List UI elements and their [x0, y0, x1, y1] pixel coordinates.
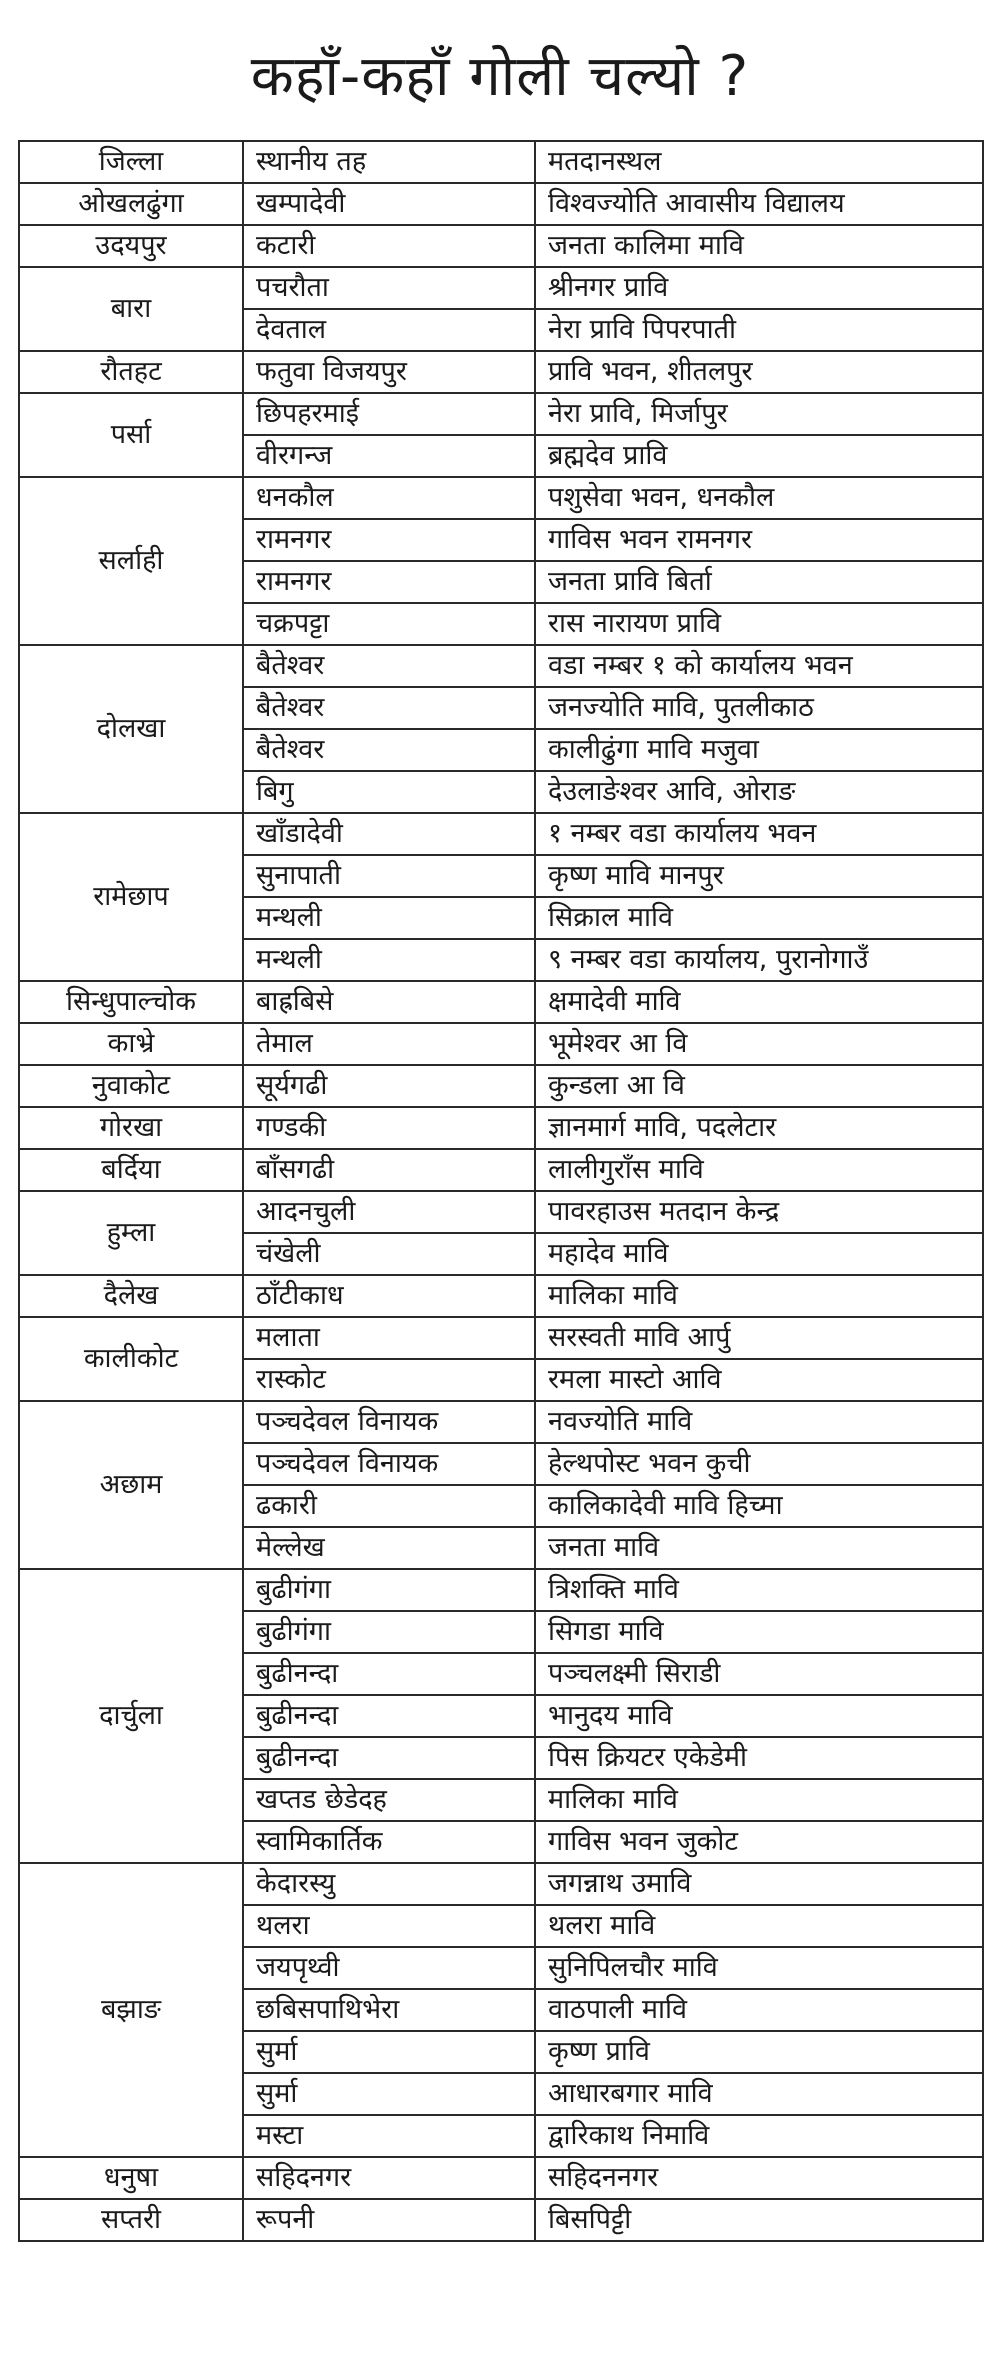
polling-station-cell: बिसपिट्टी — [535, 2199, 983, 2241]
local-level-cell: तेमाल — [243, 1023, 535, 1065]
district-cell: काभ्रे — [19, 1023, 243, 1065]
polling-station-cell: गाविस भवन जुकोट — [535, 1821, 983, 1863]
local-level-cell: जयपृथ्वी — [243, 1947, 535, 1989]
district-cell: अछाम — [19, 1401, 243, 1569]
local-level-cell: रामनगर — [243, 561, 535, 603]
local-level-cell: थलरा — [243, 1905, 535, 1947]
polling-station-cell: ९ नम्बर वडा कार्यालय, पुरानोगाउँ — [535, 939, 983, 981]
district-cell: बर्दिया — [19, 1149, 243, 1191]
polling-station-cell: कुन्डला आ वि — [535, 1065, 983, 1107]
local-level-cell: मेल्लेख — [243, 1527, 535, 1569]
polling-station-cell: त्रिशक्ति मावि — [535, 1569, 983, 1611]
table-row — [19, 183, 983, 225]
district-cell: नुवाकोट — [19, 1065, 243, 1107]
local-level-cell: बाँसगढी — [243, 1149, 535, 1191]
polling-station-cell: रास नारायण प्रावि — [535, 603, 983, 645]
table-row — [19, 1863, 983, 1905]
local-level-cell: बुढीगंगा — [243, 1569, 535, 1611]
polling-station-cell: थलरा मावि — [535, 1905, 983, 1947]
table-row — [19, 225, 983, 267]
table-row — [19, 1317, 983, 1359]
local-level-cell: पञ्चदेवल विनायक — [243, 1443, 535, 1485]
polling-station-cell: हेल्थपोस्ट भवन कुची — [535, 1443, 983, 1485]
local-level-cell: रास्कोट — [243, 1359, 535, 1401]
table-body — [19, 183, 983, 2241]
local-level-cell: सुर्मा — [243, 2073, 535, 2115]
local-level-cell: बुढीनन्दा — [243, 1695, 535, 1737]
local-level-cell: सूर्यगढी — [243, 1065, 535, 1107]
local-level-cell: मलाता — [243, 1317, 535, 1359]
polling-station-cell: ब्रह्मदेव प्रावि — [535, 435, 983, 477]
polling-station-cell: श्रीनगर प्रावि — [535, 267, 983, 309]
local-level-cell: रूपनी — [243, 2199, 535, 2241]
table-row — [19, 2157, 983, 2199]
local-level-cell: रामनगर — [243, 519, 535, 561]
local-level-cell: वीरगन्ज — [243, 435, 535, 477]
header-district: जिल्ला — [19, 141, 243, 183]
district-cell: रामेछाप — [19, 813, 243, 981]
district-cell: सर्लाही — [19, 477, 243, 645]
local-level-cell: ठाँटीकाध — [243, 1275, 535, 1317]
polling-station-cell: जनता मावि — [535, 1527, 983, 1569]
table-row — [19, 645, 983, 687]
polling-station-cell: भानुदय मावि — [535, 1695, 983, 1737]
district-cell: हुम्ला — [19, 1191, 243, 1275]
table-row — [19, 393, 983, 435]
district-cell: सप्तरी — [19, 2199, 243, 2241]
table-header-row — [19, 141, 983, 183]
local-level-cell: बैतेश्वर — [243, 687, 535, 729]
polling-station-cell: नेरा प्रावि, मिर्जापुर — [535, 393, 983, 435]
local-level-cell: बाह्रबिसे — [243, 981, 535, 1023]
page-title: कहाँ-कहाँ गोली चल्यो ? — [250, 44, 750, 109]
district-cell: रौतहट — [19, 351, 243, 393]
polling-station-cell: सरस्वती मावि आर्पु — [535, 1317, 983, 1359]
polling-station-cell: भूमेश्वर आ वि — [535, 1023, 983, 1065]
local-level-cell: बुढीनन्दा — [243, 1653, 535, 1695]
local-level-cell: मन्थली — [243, 897, 535, 939]
table-row — [19, 1401, 983, 1443]
table-row — [19, 267, 983, 309]
polling-station-cell: सिक्राल मावि — [535, 897, 983, 939]
local-level-cell: बैतेश्वर — [243, 729, 535, 771]
local-level-cell: बिगु — [243, 771, 535, 813]
table-row — [19, 2199, 983, 2241]
polling-station-cell: जनता कालिमा मावि — [535, 225, 983, 267]
polling-station-cell: पञ्चलक्ष्मी सिराडी — [535, 1653, 983, 1695]
table-row — [19, 1107, 983, 1149]
local-level-cell: ढकारी — [243, 1485, 535, 1527]
polling-station-cell: प्रावि भवन, शीतलपुर — [535, 351, 983, 393]
local-level-cell: खाँडादेवी — [243, 813, 535, 855]
polling-station-cell: सुनिपिलचौर मावि — [535, 1947, 983, 1989]
district-cell: गोरखा — [19, 1107, 243, 1149]
local-level-cell: मस्टा — [243, 2115, 535, 2157]
polling-incidents-table — [18, 140, 984, 2242]
polling-station-cell: महादेव मावि — [535, 1233, 983, 1275]
table-row — [19, 351, 983, 393]
district-cell: दोलखा — [19, 645, 243, 813]
table-row — [19, 1149, 983, 1191]
district-cell: पर्सा — [19, 393, 243, 477]
polling-station-cell: क्षमादेवी मावि — [535, 981, 983, 1023]
table-row — [19, 1191, 983, 1233]
polling-station-cell: १ नम्बर वडा कार्यालय भवन — [535, 813, 983, 855]
local-level-cell: बुढीनन्दा — [243, 1737, 535, 1779]
polling-station-cell: पावरहाउस मतदान केन्द्र — [535, 1191, 983, 1233]
polling-station-cell: जगन्नाथ उमावि — [535, 1863, 983, 1905]
local-level-cell: सुनापाती — [243, 855, 535, 897]
local-level-cell: बैतेश्वर — [243, 645, 535, 687]
local-level-cell: गण्डकी — [243, 1107, 535, 1149]
polling-station-cell: आधारबगार मावि — [535, 2073, 983, 2115]
header-local-level: स्थानीय तह — [243, 141, 535, 183]
local-level-cell: मन्थली — [243, 939, 535, 981]
polling-station-cell: रमला मास्टो आवि — [535, 1359, 983, 1401]
header-polling-station: मतदानस्थल — [535, 141, 983, 183]
polling-station-cell: कालिकादेवी मावि हिच्मा — [535, 1485, 983, 1527]
local-level-cell: केदारस्यु — [243, 1863, 535, 1905]
polling-station-cell: वडा नम्बर १ को कार्यालय भवन — [535, 645, 983, 687]
polling-station-cell: जनता प्रावि बिर्ता — [535, 561, 983, 603]
local-level-cell: छिपहरमाई — [243, 393, 535, 435]
local-level-cell: देवताल — [243, 309, 535, 351]
district-cell: बारा — [19, 267, 243, 351]
polling-station-cell: सिगडा मावि — [535, 1611, 983, 1653]
table-row — [19, 1275, 983, 1317]
district-cell: धनुषा — [19, 2157, 243, 2199]
polling-station-cell: देउलाङेश्वर आवि, ओराङ — [535, 771, 983, 813]
district-cell: ओखलढुंगा — [19, 183, 243, 225]
local-level-cell: पञ्चदेवल विनायक — [243, 1401, 535, 1443]
polling-station-cell: विश्वज्योति आवासीय विद्यालय — [535, 183, 983, 225]
local-level-cell: चंखेली — [243, 1233, 535, 1275]
local-level-cell: स्वामिकार्तिक — [243, 1821, 535, 1863]
table-row — [19, 813, 983, 855]
local-level-cell: छबिसपाथिभेरा — [243, 1989, 535, 2031]
polling-station-cell: गाविस भवन रामनगर — [535, 519, 983, 561]
district-cell: दैलेख — [19, 1275, 243, 1317]
district-cell: बझाङ — [19, 1863, 243, 2157]
polling-station-cell: ज्ञानमार्ग मावि, पदलेटार — [535, 1107, 983, 1149]
local-level-cell: फतुवा विजयपुर — [243, 351, 535, 393]
local-level-cell: धनकौल — [243, 477, 535, 519]
local-level-cell: चक्रपट्टा — [243, 603, 535, 645]
table-row — [19, 1065, 983, 1107]
polling-station-cell: पशुसेवा भवन, धनकौल — [535, 477, 983, 519]
polling-station-cell: कालीढुंगा मावि मजुवा — [535, 729, 983, 771]
polling-station-cell: कृष्ण मावि मानपुर — [535, 855, 983, 897]
local-level-cell: पचरौता — [243, 267, 535, 309]
table-row — [19, 1023, 983, 1065]
polling-station-cell: मालिका मावि — [535, 1275, 983, 1317]
polling-station-cell: कृष्ण प्रावि — [535, 2031, 983, 2073]
local-level-cell: बुढीगंगा — [243, 1611, 535, 1653]
local-level-cell: खम्पादेवी — [243, 183, 535, 225]
local-level-cell: आदनचुली — [243, 1191, 535, 1233]
local-level-cell: कटारी — [243, 225, 535, 267]
district-cell: दार्चुला — [19, 1569, 243, 1863]
local-level-cell: खप्तड छेडेदह — [243, 1779, 535, 1821]
table-row — [19, 1569, 983, 1611]
district-cell: कालीकोट — [19, 1317, 243, 1401]
polling-station-cell: वाठपाली मावि — [535, 1989, 983, 2031]
polling-station-cell: द्वारिकाथ निमावि — [535, 2115, 983, 2157]
table-row — [19, 477, 983, 519]
polling-station-cell: पिस क्रियटर एकेडेमी — [535, 1737, 983, 1779]
district-cell: उदयपुर — [19, 225, 243, 267]
polling-station-cell: सहिदननगर — [535, 2157, 983, 2199]
polling-station-cell: जनज्योति मावि, पुतलीकाठ — [535, 687, 983, 729]
local-level-cell: सहिदनगर — [243, 2157, 535, 2199]
polling-station-cell: मालिका मावि — [535, 1779, 983, 1821]
polling-station-cell: नेरा प्रावि पिपरपाती — [535, 309, 983, 351]
table-row — [19, 981, 983, 1023]
district-cell: सिन्धुपाल्चोक — [19, 981, 243, 1023]
polling-station-cell: लालीगुराँस मावि — [535, 1149, 983, 1191]
local-level-cell: सुर्मा — [243, 2031, 535, 2073]
polling-station-cell: नवज्योति मावि — [535, 1401, 983, 1443]
